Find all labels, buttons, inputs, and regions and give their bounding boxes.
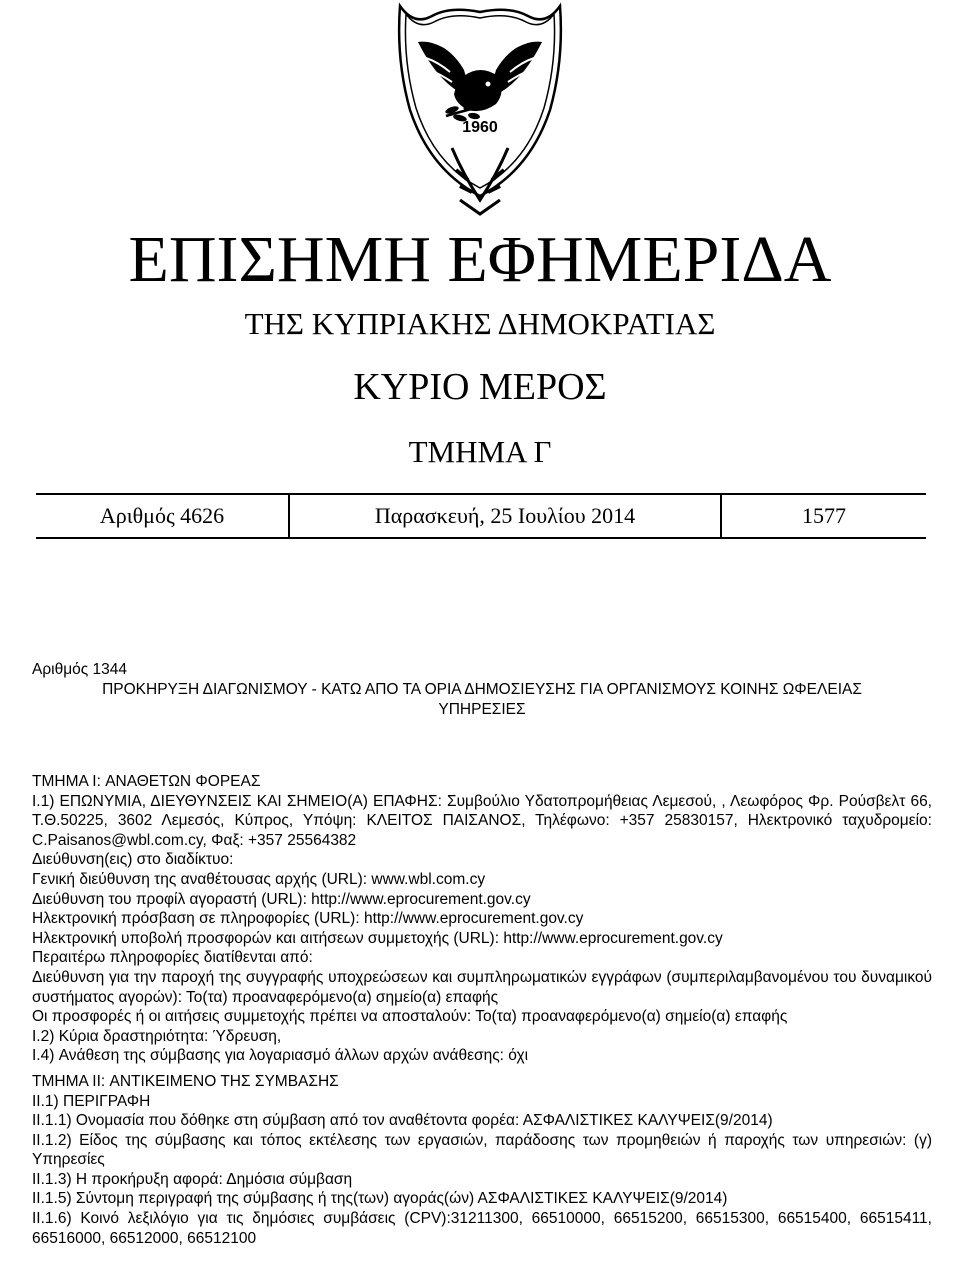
cyprus-coat-of-arms-icon bbox=[360, 0, 600, 225]
item-2-1-1: II.1.1) Ονομασία που δόθηκε στη σύμβαση από τον αναθέτοντα φορέα: ΑΣΦΑΛΙΣΤΙΚΕΣ ΚΑΛΥΨΕΙΣ(9/2014) bbox=[32, 1112, 773, 1130]
gazette-part: ΚΥΡΙΟ ΜΕΡΟΣ bbox=[353, 366, 607, 408]
notice-heading-services: ΥΠΗΡΕΣΙΕΣ bbox=[438, 701, 526, 718]
issue-date: Παρασκευή, 25 Ιουλίου 2014 bbox=[290, 495, 722, 537]
buyer-profile-url: Διεύθυνση του προφίλ αγοραστή (URL): http://www.eprocurement.gov.cy bbox=[32, 890, 531, 908]
section-1-title: ΤΜΗΜΑ I: ΑΝΑΘΕΤΩΝ ΦΟΡΕΑΣ bbox=[32, 773, 261, 790]
issue-bar bbox=[36, 493, 926, 539]
item-2-1-3: II.1.3) Η προκήρυξη αφορά: Δημόσια σύμβαση bbox=[32, 1170, 353, 1188]
gazette-section: ΤΜΗΜΑ Γ bbox=[408, 434, 552, 469]
notice-number: Αριθμός 1344 bbox=[32, 661, 128, 678]
gazette-title: ΕΠΙΣΗΜΗ ΕΦΗΜΕΡΙΔΑ bbox=[128, 223, 832, 296]
submission-address: Οι προσφορές ή οι αιτήσεις συμμετοχής πρέπει να αποσταλούν: Το(τα) προαναφερόμενο(α) σημείο(α) επαφής bbox=[32, 1008, 788, 1026]
electronic-access-url: Ηλεκτρονική πρόσβαση σε πληροφορίες (URL): http://www.eprocurement.gov.cy bbox=[32, 910, 584, 928]
notice-heading: ΠΡΟΚΗΡΥΞΗ ΔΙΑΓΩΝΙΣΜΟΥ - ΚΑΤΩ ΑΠΟ ΤΑ ΟΡΙΑ ΔΗΜΟΣΙΕΥΣΗΣ ΓΙΑ ΟΡΓΑΝΙΣΜΟΥΣ ΚΟΙΝΗΣ ΩΦΕΛΕΙΑΣ bbox=[102, 681, 862, 698]
electronic-submission-url: Ηλεκτρονική υποβολή προσφορών και αιτήσεων συμμετοχής (URL): http://www.eprocurement.gov.cy bbox=[32, 929, 723, 947]
issue-number: Αριθμός 4626 bbox=[36, 495, 290, 537]
item-2-1-6: II.1.6) Κοινό λεξιλόγιο για τις δημόσιες συμβάσεις (CPV):31211300, 66510000, 66515200, 66515300, 66515400, 66515411, 66516000, 66512000, 66512100 bbox=[32, 1210, 932, 1247]
documents-address: Διεύθυνση για την παροχή της συγγραφής υποχρεώσεων και συμπληρωματικών εγγράφων (συμπεριλαμβανομένου του δυναμικού συστήματος αγορών): Το(τα) προαναφερόμενο(α) σημείο(α) επαφής bbox=[32, 968, 932, 1006]
on-behalf-of-others: I.4) Ανάθεση της σύμβασης για λογαριασμό άλλων αρχών ανάθεσης: όχι bbox=[32, 1047, 529, 1065]
gazette-subtitle: ΤΗΣ ΚΥΠΡΙΑΚΗΣ ΔΗΜΟΚΡΑΤΙΑΣ bbox=[244, 306, 716, 341]
notice-body bbox=[32, 772, 932, 1248]
further-info: Περαιτέρω πληροφορίες διατίθενται από: bbox=[32, 949, 313, 967]
item-2-1-5: II.1.5) Σύντομη περιγραφή της σύμβασης ή της(των) αγοράς(ών) ΑΣΦΑΛΙΣΤΙΚΕΣ ΚΑΛΥΨΕΙΣ(9/2014) bbox=[32, 1190, 728, 1208]
general-url: Γενική διεύθυνση της αναθέτουσας αρχής (URL): www.wbl.com.cy bbox=[32, 870, 486, 888]
contact-details: I.1) ΕΠΩΝΥΜΙΑ, ΔΙΕΥΘΥΝΣΕΙΣ ΚΑΙ ΣΗΜΕΙΟ(Α) ΕΠΑΦΗΣ: Συμβούλιο Υδατοπρομήθειας Λεμεσού, , Λεωφόρος Φρ. Ρούσβελτ 66, Τ.Θ.50225, 3602 Λεμεσός, Κύπρος, Υπόψη: ΚΛΕΙΤΟΣ ΠΑΙΣΑΝΟΣ, Τηλέφωνο: +357 25830157, Ηλεκτρονικό ταχυδρομείο: C.Paisanos@wbl.com.cy, Φαξ: +357 25564382 bbox=[32, 792, 932, 849]
main-activity: I.2) Κύρια δραστηριότητα: Ύδρευση, bbox=[32, 1027, 282, 1045]
item-2-1-2: II.1.2) Είδος της σύμβασης και τόπος εκτέλεσης των εργασιών, παράδοσης των προμηθειών ή παροχής των υπηρεσιών: (γ) Υπηρεσίες bbox=[32, 1131, 932, 1169]
description-title: II.1) ΠΕΡΙΓΡΑΦΗ bbox=[32, 1092, 151, 1110]
notice-header bbox=[32, 660, 932, 720]
internet-addresses-label: Διεύθυνση(εις) στο διαδίκτυο: bbox=[32, 851, 234, 869]
section-2-title: ΤΜΗΜΑ II: ΑΝΤΙΚΕΙΜΕΝΟ ΤΗΣ ΣΥΜΒΑΣΗΣ bbox=[32, 1072, 339, 1090]
emblem-year: 1960 bbox=[462, 119, 498, 136]
page-number: 1577 bbox=[802, 503, 846, 528]
